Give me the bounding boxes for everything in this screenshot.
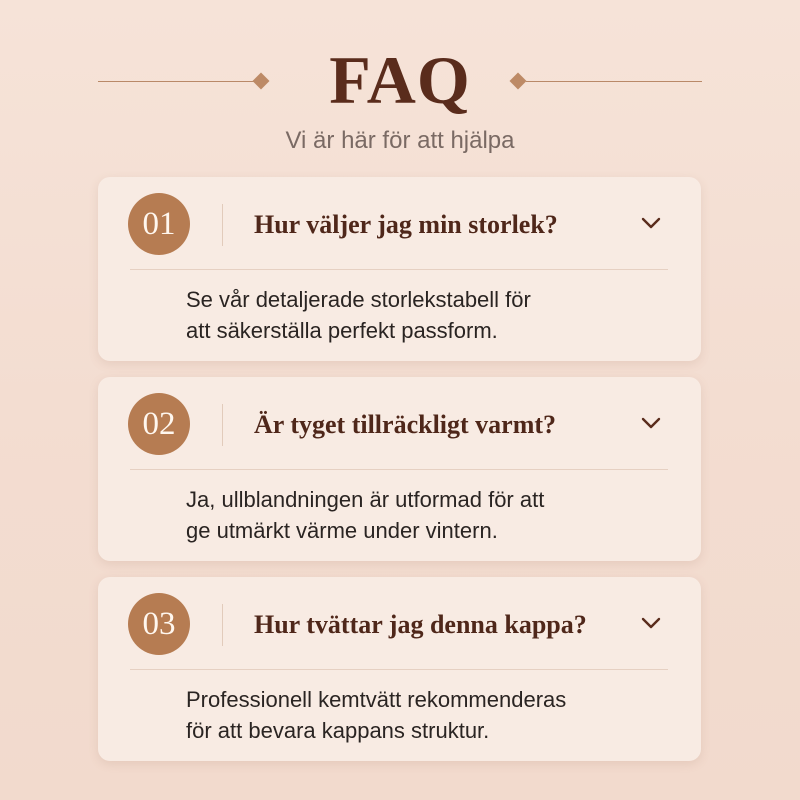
faq-item-3 [98, 577, 701, 761]
chevron-down-icon[interactable] [640, 415, 662, 431]
faq-header [0, 40, 800, 120]
chevron-down-icon[interactable] [640, 615, 662, 631]
vertical-divider [222, 204, 223, 246]
page-title: FAQ [329, 42, 471, 118]
horizontal-divider [130, 269, 668, 270]
faq-question-toggle[interactable]: Hur väljer jag min storlek? [254, 210, 558, 239]
faq-number-badge: 01 [128, 193, 190, 255]
page-subtitle: Vi är här för att hjälpa [285, 127, 515, 154]
faq-answer-line: Professionell kemtvätt rekommenderas [186, 687, 567, 712]
faq-item-2 [98, 377, 701, 561]
faq-answer [186, 284, 666, 346]
faq-answer [186, 484, 666, 546]
faq-answer-line: Ja, ullblandningen är utformad för att [186, 487, 545, 512]
faq-answer-line: att säkerställa perfekt passform. [186, 318, 498, 343]
faq-question-toggle[interactable]: Hur tvättar jag denna kappa? [254, 610, 587, 639]
faq-number-badge: 03 [128, 593, 190, 655]
faq-item-1 [98, 177, 701, 361]
chevron-down-icon[interactable] [640, 215, 662, 231]
horizontal-divider [130, 669, 668, 670]
vertical-divider [222, 404, 223, 446]
horizontal-divider [130, 469, 668, 470]
faq-answer [186, 684, 666, 746]
faq-answer-line: Se vår detaljerade storlekstabell för [186, 287, 531, 312]
faq-question-toggle[interactable]: Är tyget tillräckligt varmt? [254, 410, 557, 439]
decorative-rule-right [526, 81, 702, 82]
faq-answer-line: ge utmärkt värme under vintern. [186, 518, 498, 543]
faq-answer-line: för att bevara kappans struktur. [186, 718, 490, 743]
vertical-divider [222, 604, 223, 646]
faq-number-badge: 02 [128, 393, 190, 455]
